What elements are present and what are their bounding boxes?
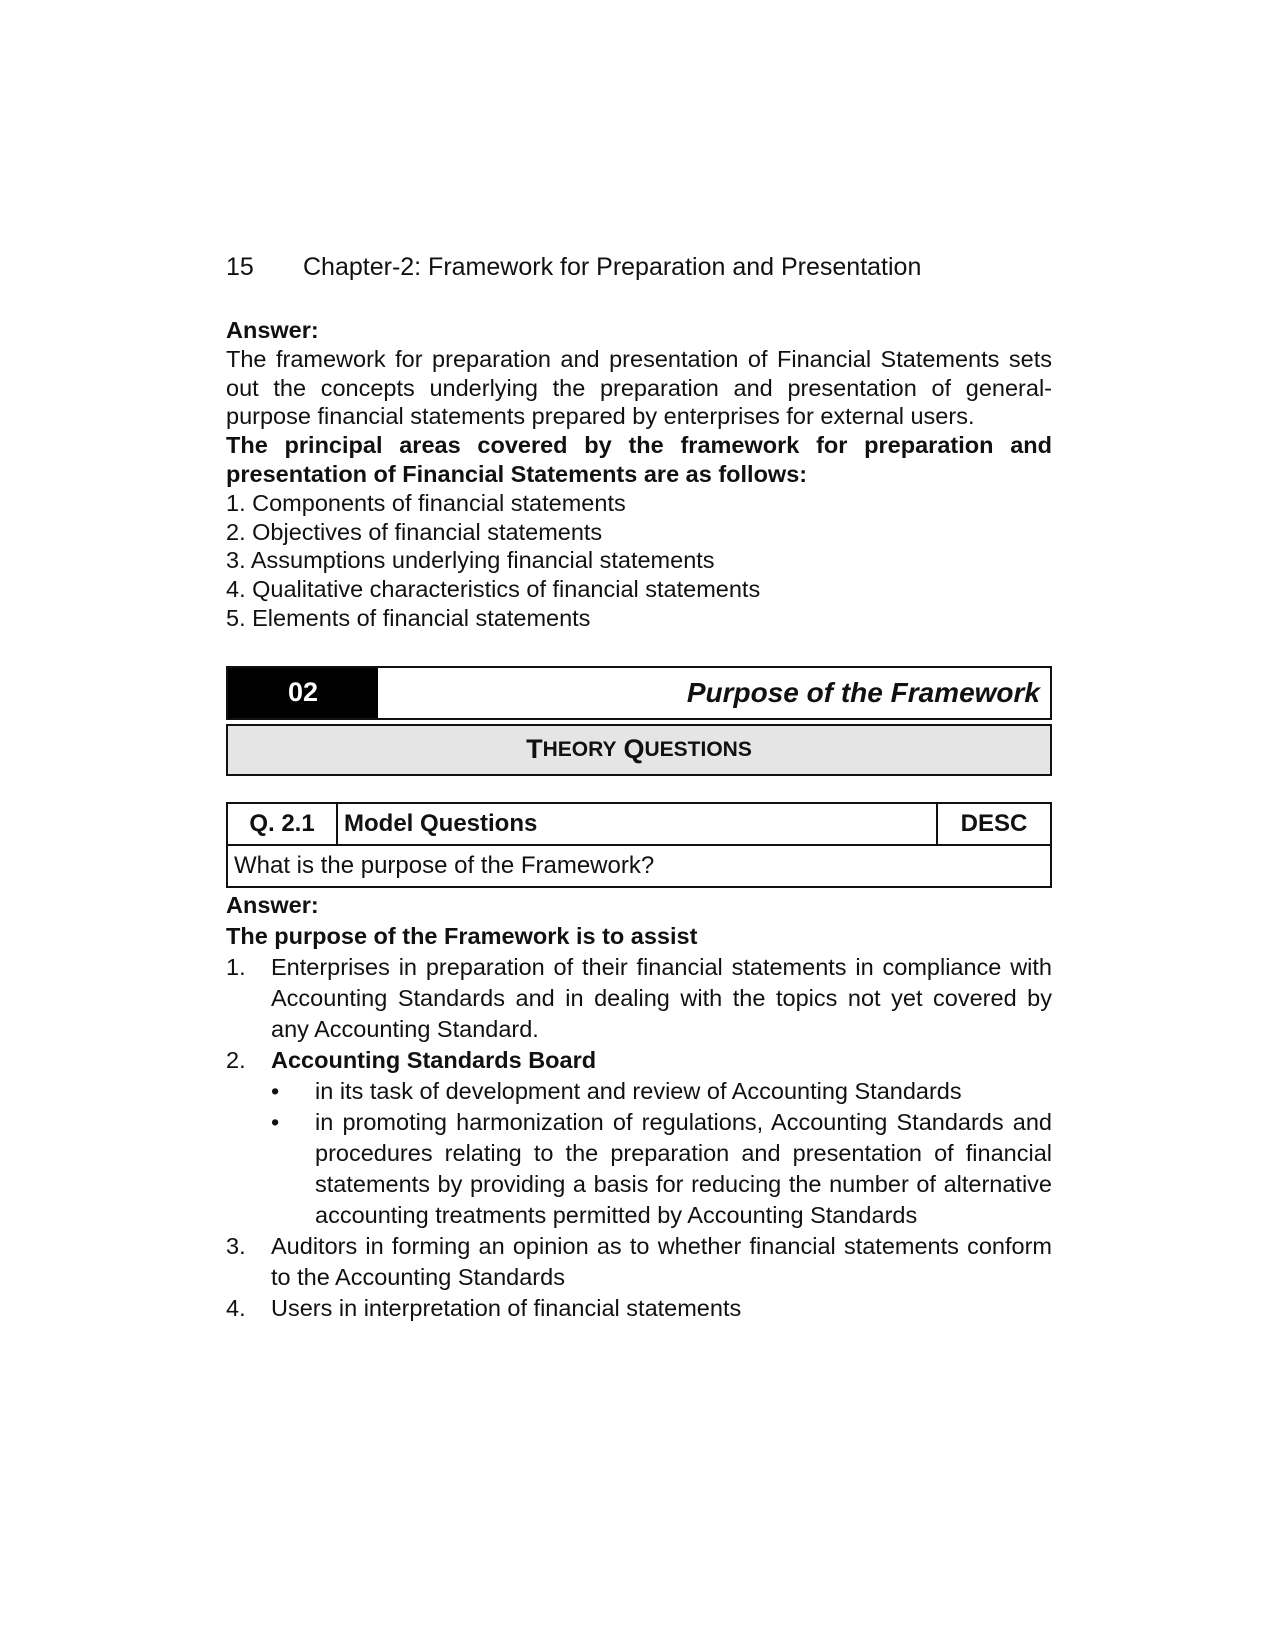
list-item: 4. Qualitative characteristics of financial statements	[226, 576, 761, 603]
sub-item-text: in promoting harmonization of regulations, Accounting Standards and procedures relating to the preparation and presentation of financial statements by providing a basis for reducing the number of alternative accounting treatments permitted by Accounting Standards	[315, 1108, 1052, 1228]
purpose-intro: The purpose of the Framework is to assist	[226, 922, 698, 949]
item-text: Auditors in forming an opinion as to whether financial statements conform to the Accounting Standards	[271, 1232, 1052, 1290]
section-header	[226, 666, 1052, 720]
sub-list	[271, 1076, 1052, 1231]
answer-label: Answer:	[226, 317, 319, 343]
list-item: 1. Components of financial statements	[226, 489, 626, 516]
item-number: 3.	[226, 1232, 246, 1259]
question-table	[226, 802, 1052, 888]
item-number: 1.	[226, 953, 246, 980]
item-text: Users in interpretation of financial statements	[271, 1294, 742, 1321]
item-text: Accounting Standards Board	[271, 1046, 597, 1073]
item-number: 4.	[226, 1294, 246, 1321]
question-header: Model Questions	[337, 803, 937, 845]
bullet-icon: •	[271, 1077, 280, 1104]
list-item	[226, 1293, 1052, 1324]
section-title: Purpose of the Framework	[686, 676, 1040, 708]
running-header	[226, 252, 1052, 282]
question-text: What is the purpose of the Framework?	[227, 845, 1051, 887]
banner-text: T	[526, 734, 543, 765]
list-item	[226, 952, 1052, 1045]
page-content	[226, 252, 1052, 1324]
banner-text: HEORY	[542, 737, 617, 761]
principal-areas-intro: The principal areas covered by the framework for preparation and presentation of Financial Statements are as follows:	[226, 432, 1052, 487]
section-code: 02	[228, 668, 378, 718]
list-item	[226, 1231, 1052, 1293]
banner-text: UESTIONS	[644, 737, 752, 761]
sub-list-item	[271, 1076, 1052, 1107]
list-item: 3. Assumptions underlying financial statements	[226, 547, 715, 574]
principal-areas-list	[226, 489, 1052, 633]
page-number: 15	[226, 253, 254, 281]
list-item: 2. Objectives of financial statements	[226, 518, 603, 545]
item-number: 2.	[226, 1046, 246, 1073]
purpose-list	[226, 952, 1052, 1324]
theory-questions-banner	[226, 724, 1052, 776]
question-number: Q. 2.1	[227, 803, 337, 845]
item-text: Enterprises in preparation of their financial statements in compliance with Accounting Standards and in dealing with the topics not yet covered by any Accounting Standard.	[271, 953, 1052, 1042]
answer-paragraph: The framework for preparation and presentation of Financial Statements sets out the concepts underlying the preparation and presentation of general-purpose financial statements prepared by enterprises for external users.	[226, 345, 1052, 430]
answer-label: Answer:	[226, 891, 319, 918]
chapter-title: Chapter-2: Framework for Preparation and Presentation	[303, 253, 922, 281]
banner-text: Q	[623, 734, 645, 765]
bullet-icon: •	[271, 1108, 280, 1135]
list-item: 5. Elements of financial statements	[226, 604, 591, 631]
list-item	[226, 1045, 1052, 1231]
sub-list-item	[271, 1107, 1052, 1231]
question-type: DESC	[937, 803, 1051, 845]
sub-item-text: in its task of development and review of Accounting Standards	[315, 1077, 962, 1104]
